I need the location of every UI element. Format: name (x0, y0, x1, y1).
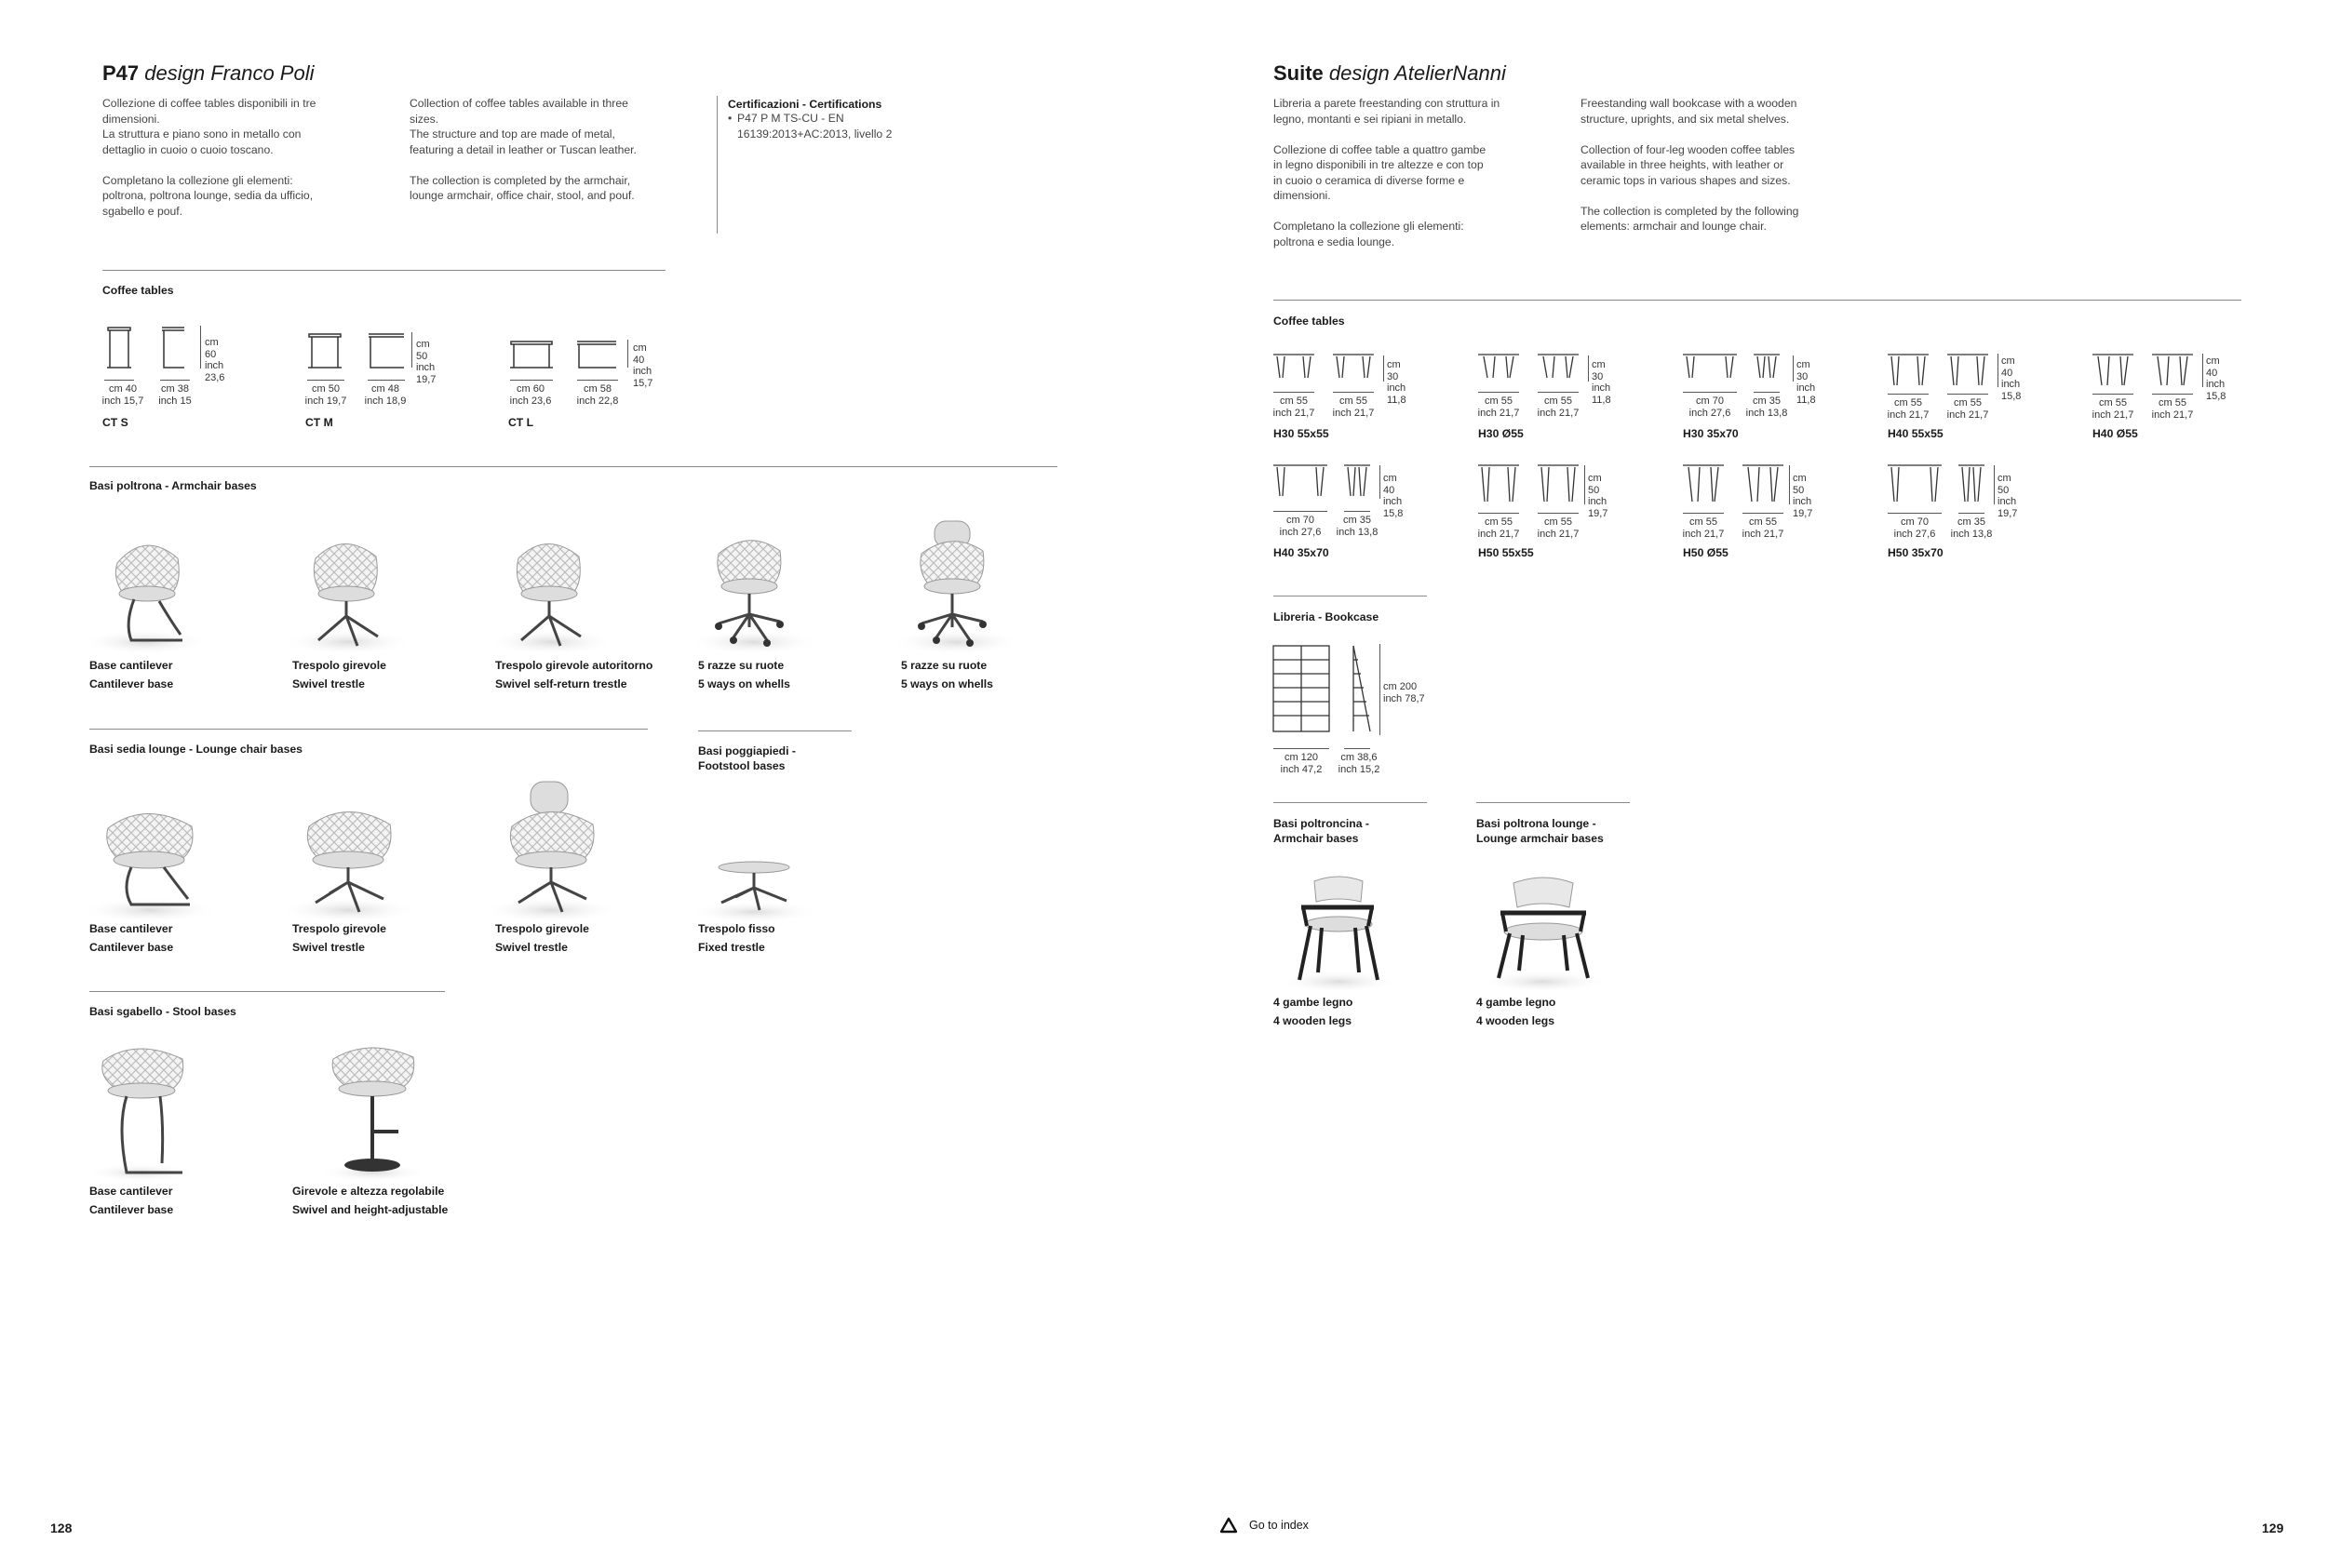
divider (89, 729, 648, 730)
divider (717, 96, 718, 234)
armchair-wheels-caption: 5 razze su ruote 5 ways on whells (698, 659, 790, 690)
armchair-cantilever-caption: Base cantilever Cantilever base (89, 659, 174, 690)
p47-description-en: Collection of coffee tables available in three sizes. The structure and top are made of metal, featuring a detail in leather or Tuscan leather. The collection is completed by the armchair, lounge armchair, office chair, stool, and pouf. (410, 97, 637, 202)
ct-s-width: cm 40 inch 15,7 (101, 383, 144, 407)
divider (698, 730, 852, 731)
ct-s-name: CT S (102, 416, 128, 429)
ct-l-depth: cm 58 inch 22,8 (576, 383, 619, 407)
armchair-wheels-headrest-caption: 5 razze su ruote 5 ways on whells (901, 659, 993, 690)
armchair-wheels-headrest (892, 521, 1022, 655)
divider (102, 270, 666, 271)
armchair-wheels (689, 541, 819, 655)
footstool (689, 862, 819, 923)
bookcase-heading: Libreria - Bookcase (1273, 610, 1379, 623)
triangle-icon (1219, 1517, 1238, 1534)
p47-coffee-tables-heading: Coffee tables (102, 284, 174, 297)
bookcase-width: cm 120 inch 47,2 (1280, 752, 1323, 775)
stool-swivel-adjustable (317, 1048, 429, 1182)
armchair-swivel (283, 543, 413, 655)
go-to-index-label: Go to index (1249, 1519, 1309, 1532)
cert-bullet: • (728, 112, 733, 125)
suite-armchair-images (1273, 870, 1646, 1000)
go-to-index-link[interactable] (1219, 1517, 1309, 1534)
suite-lounge-armchair (1478, 878, 1608, 993)
ct-s-height: cm 60 inch 23,6 (205, 337, 225, 383)
armchair-self-return (486, 543, 616, 655)
ct-m-height: cm 50 inch 19,7 (416, 339, 437, 385)
divider (89, 991, 445, 992)
ct-s-depth: cm 38 inch 15 (158, 383, 192, 407)
bookcase-depth: cm 38,6 inch 15,2 (1338, 752, 1380, 775)
certifications-heading: Certificazioni - Certifications (728, 98, 882, 111)
small-armchair-bases-heading: Basi poltroncina - Armchair bases (1273, 817, 1369, 845)
ct-m-depth: cm 48 inch 18,9 (364, 383, 407, 407)
page-number-left: 128 (50, 1521, 73, 1535)
suite-description-en: Freestanding wall bookcase with a wooden structure, uprights, and six metal shelves. Collection of four-leg wooden coffee tables available in three heights, with leather or ceramic tops in various shapes and sizes. The collection is completed by the following elements: armchair and lounge chair. (1580, 97, 1799, 233)
ct-m-width: cm 50 inch 19,7 (304, 383, 347, 407)
ct-l-height: cm 40 inch 15,7 (633, 342, 653, 389)
suite-coffee-tables-heading: Coffee tables (1273, 315, 1345, 328)
lounge-chair-bases-heading: Basi sedia lounge - Lounge chair bases (89, 743, 303, 756)
ct-l-name: CT L (508, 416, 534, 429)
divider (1273, 802, 1427, 803)
armchair-bases-heading: Basi poltrona - Armchair bases (89, 479, 257, 492)
lounge-swivel-headrest (481, 782, 621, 923)
lounge-chair-images (89, 782, 853, 921)
page-number-right: 129 (2262, 1521, 2284, 1535)
suite-small-armchair-caption: 4 gambe legno 4 wooden legs (1273, 996, 1353, 1027)
divider (1273, 300, 2241, 301)
certifications-text: P47 P M TS-CU - EN 16139:2013+AC:2013, livello 2 (737, 112, 893, 141)
lounge-cantilever-caption: Base cantilever Cantilever base (89, 922, 174, 954)
bookcase-drawing (1273, 644, 1385, 737)
lounge-cantilever (80, 813, 220, 923)
suite-description-it: Libreria a parete freestanding con struttura in legno, montanti e sei ripiani in metallo. Collezione di coffee table a quattro gambe in legno disponibili in tre altezze e con top in cuoio o ceramica di diverse forme e dimensioni. Completano la collezione gli elementi: poltrona e sedia lounge. (1273, 97, 1500, 248)
stool-cantilever-caption: Base cantilever Cantilever base (89, 1185, 174, 1216)
footstool-caption: Trespolo fisso Fixed trestle (698, 922, 775, 954)
armchair-cantilever (80, 545, 210, 655)
ct-l-drawing (510, 340, 622, 372)
bookcase-height: cm 200 inch 78,7 (1383, 681, 1425, 704)
ct-m-name: CT M (305, 416, 333, 429)
divider (1476, 802, 1630, 803)
p47-title: P47 design Franco Poli (102, 61, 315, 85)
suite-title: Suite design AtelierNanni (1273, 61, 1506, 85)
stool-images (89, 1042, 462, 1182)
p47-description-it: Collezione di coffee tables disponibili in tre dimensioni. La struttura e piano sono in metallo con dettaglio in cuoio o cuoio toscano. Completano la collezione gli elementi: poltrona, poltrona lounge, sedia da ufficio, sgabello e pouf. (102, 97, 316, 218)
ct-s-drawing (104, 326, 197, 372)
lounge-armchair-bases-heading: Basi poltrona lounge - Lounge armchair bases (1476, 817, 1604, 845)
lounge-swivel (278, 811, 418, 923)
ct-l-width: cm 60 inch 23,6 (509, 383, 552, 407)
lounge-swivel-headrest-caption: Trespolo girevole Swivel trestle (495, 922, 589, 954)
armchair-self-return-caption: Trespolo girevole autoritorno Swivel self-return trestle (495, 659, 653, 690)
stool-swivel-caption: Girevole e altezza regolabile Swivel and height-adjustable (292, 1185, 449, 1216)
armchair-images (89, 530, 1057, 661)
divider (89, 466, 1057, 467)
lounge-swivel-caption: Trespolo girevole Swivel trestle (292, 922, 386, 954)
stool-cantilever (85, 1049, 196, 1182)
ct-m-drawing (307, 332, 410, 374)
footstool-bases-heading: Basi poggiapiedi - Footstool bases (698, 744, 796, 772)
armchair-swivel-caption: Trespolo girevole Swivel trestle (292, 659, 386, 690)
suite-lounge-armchair-caption: 4 gambe legno 4 wooden legs (1476, 996, 1556, 1027)
stool-bases-heading: Basi sgabello - Stool bases (89, 1005, 236, 1018)
suite-small-armchair (1278, 877, 1399, 993)
